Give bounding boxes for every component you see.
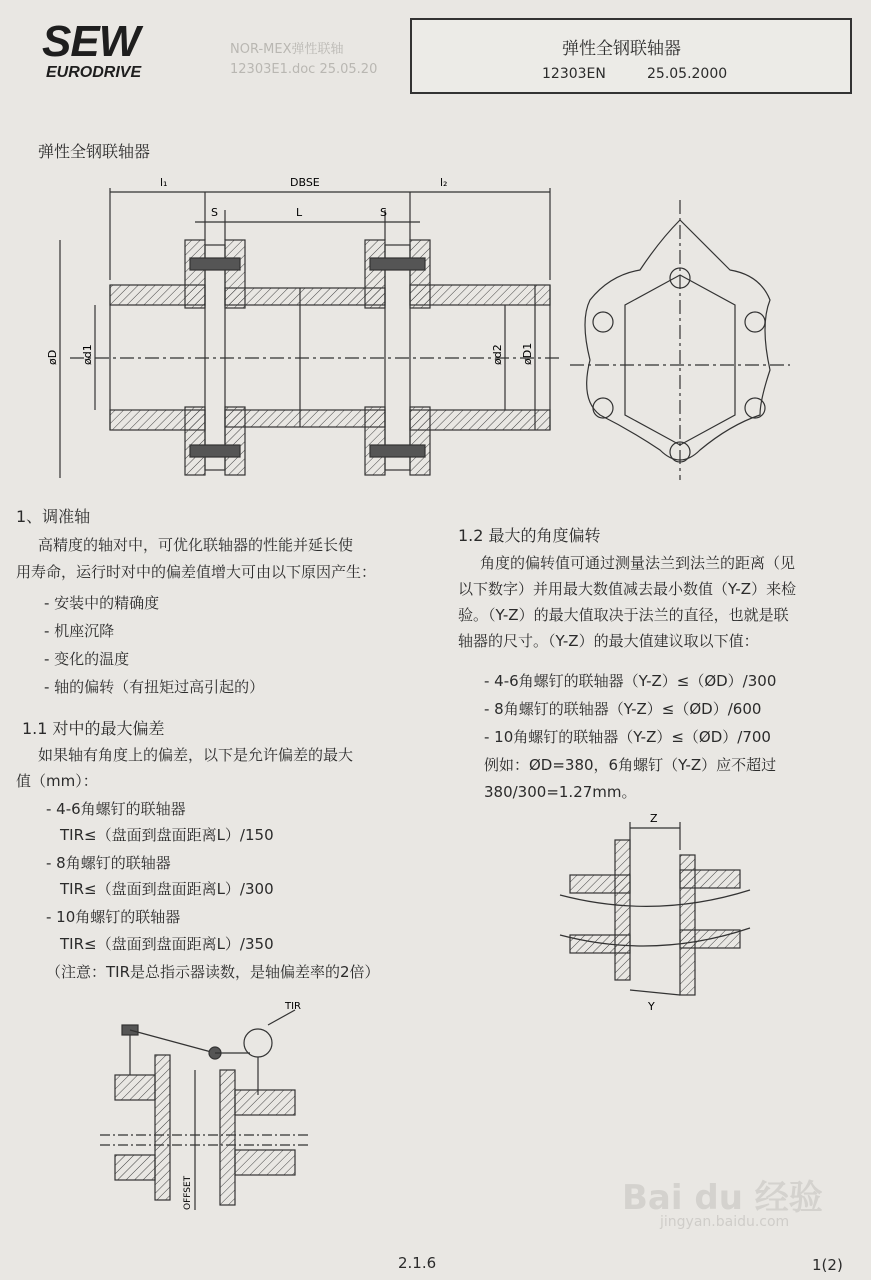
formula: TIR≤（盘面到盘面距离L）/150	[60, 826, 274, 844]
dim-l1: l₁	[160, 176, 168, 189]
watermark-url: jingyan.baidu.com	[660, 1214, 790, 1230]
header-box	[410, 18, 852, 94]
list-item: - 8角螺钉的联轴器	[46, 854, 171, 872]
dim-od1-right: øD1	[521, 342, 534, 365]
dim-s-left: S	[211, 206, 218, 219]
doc-title: 弹性全钢联轴器	[562, 39, 681, 59]
tir-figure	[90, 995, 350, 1220]
list-item: - 4-6角螺钉的联轴器（Y-Z）≤（ØD）/300	[484, 672, 777, 690]
list-item: - 10角螺钉的联轴器	[46, 908, 181, 926]
section1-heading: 1、调准轴	[16, 507, 91, 526]
formula: TIR≤（盘面到盘面距离L）/300	[60, 880, 274, 898]
dim-s-right: S	[380, 206, 387, 219]
section11-para-line: 值（mm）：	[16, 772, 98, 790]
dim-od1: ød1	[81, 344, 94, 365]
section12-para-line: 角度的偏转值可通过测量法兰到法兰的距离（见	[480, 554, 796, 572]
section12-para-line: 验。（Y-Z）的最大值取决于法兰的直径，也就是联	[458, 606, 789, 624]
list-item: - 4-6角螺钉的联轴器	[46, 800, 186, 818]
dim-od: øD	[46, 349, 59, 365]
page-title: 弹性全钢联轴器	[38, 142, 151, 161]
list-item: - 机座沉降	[44, 622, 115, 640]
section12-para-line: 轴器的尺寸。（Y-Z）的最大值建议取以下值：	[458, 632, 759, 650]
label-tir: TIR	[285, 1001, 302, 1012]
ghost-text: 12303E1.doc 25.05.20	[230, 62, 378, 77]
section12-para-line: 以下数字）并用最大数值减去最小数值（Y-Z）来检	[458, 580, 797, 598]
doc-date: 25.05.2000	[647, 66, 728, 82]
section11-para-line: 如果轴有角度上的偏差，以下是允许偏差的最大	[38, 746, 354, 764]
brand-subtitle: EURODRIVE	[46, 64, 142, 81]
section12-heading: 1.2 最大的角度偏转	[458, 526, 601, 545]
dim-dbse: DBSE	[290, 176, 320, 189]
list-item: - 10角螺钉的联轴器（Y-Z）≤（ØD）/700	[484, 728, 771, 746]
example: 例如：ØD=380，6角螺钉（Y-Z）应不超过	[484, 756, 777, 774]
list-item: - 轴的偏转（有扭矩过高引起的）	[44, 678, 265, 696]
section1-para-line: 用寿命，运行时对中的偏差值增大可由以下原因产生：	[16, 563, 377, 581]
page-number: 1(2)	[812, 1256, 843, 1274]
list-item: - 安装中的精确度	[44, 594, 160, 612]
note: （注意：TIR是总指示器读数，是轴偏差率的2倍）	[46, 963, 380, 981]
brand-logo: SEW	[42, 17, 140, 66]
label-z: Z	[650, 812, 658, 825]
section1-para-line: 高精度的轴对中，可优化联轴器的性能并延长使	[38, 536, 354, 554]
example: 380/300=1.27mm。	[484, 783, 637, 801]
label-y: Y	[648, 1000, 655, 1010]
watermark-brand: Bai du 经验	[622, 1178, 823, 1218]
ghost-text: NOR-MEX弹性联轴	[230, 42, 344, 57]
label-offset: OFFSET	[183, 1175, 193, 1210]
dim-od2: ød2	[491, 344, 504, 365]
dim-l: L	[296, 206, 303, 219]
list-item: - 8角螺钉的联轴器（Y-Z）≤（ØD）/600	[484, 700, 762, 718]
section11-heading: 1.1 对中的最大偏差	[22, 719, 165, 738]
doc-code: 12303EN	[542, 66, 606, 82]
formula: TIR≤（盘面到盘面距离L）/350	[60, 935, 274, 953]
dim-l2: l₂	[440, 176, 448, 189]
page-code: 2.1.6	[398, 1254, 437, 1272]
coupling-diagram	[0, 160, 871, 500]
list-item: - 变化的温度	[44, 650, 130, 668]
yz-figure	[540, 810, 780, 1010]
